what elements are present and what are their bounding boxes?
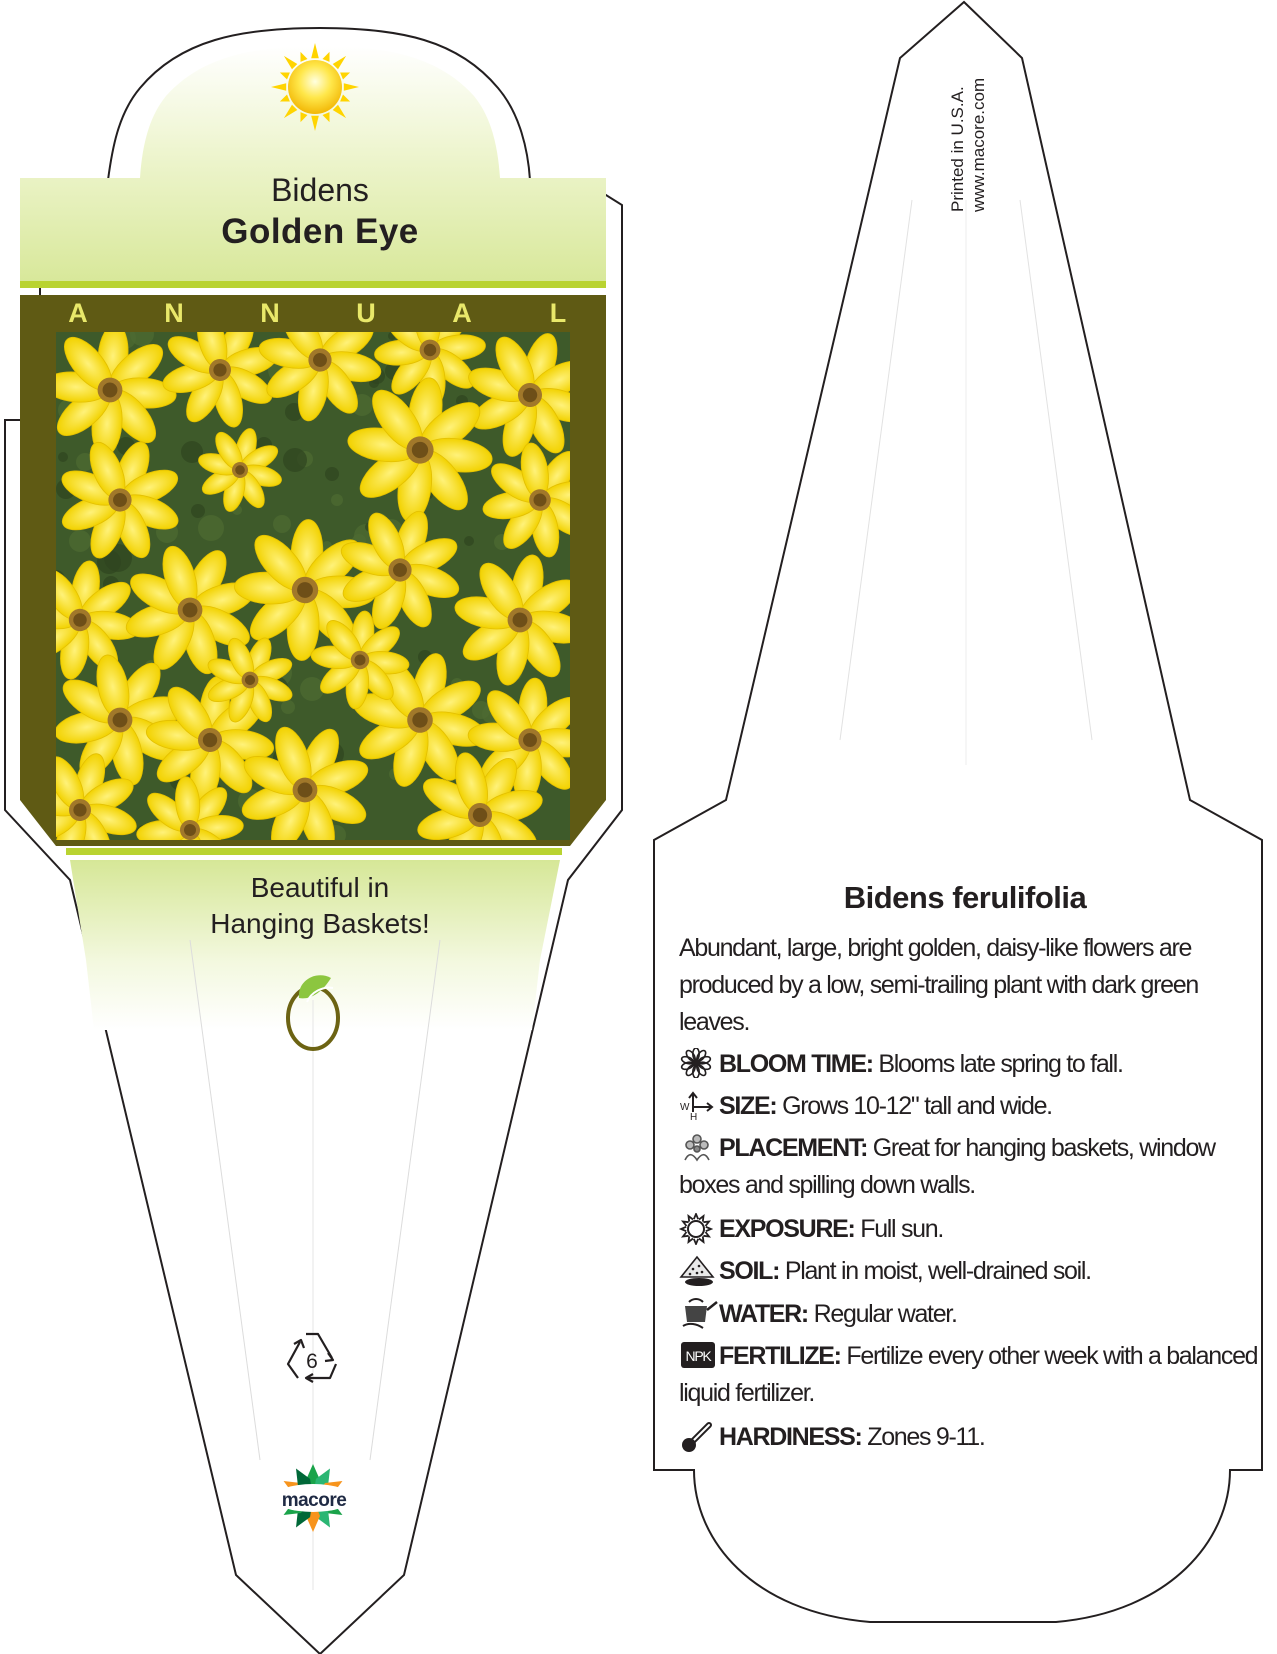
attr-value: Plant in moist, well-drained soil. <box>784 1257 1091 1285</box>
category-letter: A <box>452 298 472 328</box>
attr-label: PLACEMENT: <box>719 1134 868 1162</box>
attr-label: EXPOSURE: <box>719 1215 855 1243</box>
npk-label: NPK <box>685 1348 711 1364</box>
accent-line-bottom <box>66 848 562 855</box>
flowerbed-icon <box>679 1132 719 1162</box>
category-letter: U <box>356 298 376 328</box>
watering-can-icon <box>679 1298 719 1328</box>
attr-value: Full sun. <box>860 1215 944 1243</box>
attr-label: SIZE: <box>719 1092 777 1120</box>
tagline-line2: Hanging Baskets! <box>210 908 430 939</box>
flower-photo <box>6 272 621 906</box>
printer-website: www.macore.com <box>969 77 988 212</box>
sun-outline-icon <box>679 1213 719 1243</box>
svg-text:H: H <box>690 1112 696 1120</box>
printer-info <box>947 78 989 212</box>
accent-line-top <box>20 281 606 288</box>
attr-size <box>679 1088 1259 1125</box>
svg-text:W: W <box>680 1102 689 1113</box>
flower-icon <box>679 1048 719 1078</box>
attr-value: Fertilize every other week with a balanced liquid fertilizer. <box>679 1342 1258 1407</box>
common-name-line2: Golden Eye <box>221 212 419 251</box>
attr-label: SOIL: <box>719 1257 780 1285</box>
sun-icon <box>271 43 359 131</box>
category-letter: N <box>260 298 280 328</box>
botanical-name: Bidens ferulifolia <box>843 880 1087 915</box>
attr-value: Regular water. <box>813 1300 957 1328</box>
attr-label: FERTILIZE: <box>719 1342 841 1370</box>
attr-value: Blooms late spring to fall. <box>878 1050 1123 1078</box>
plant-description: Abundant, large, bright golden, daisy-like flowers are produced by a low, semi-trailing plant with dark green leaves. <box>679 934 1198 1036</box>
size-arrows-icon <box>679 1090 719 1120</box>
npk-icon <box>679 1340 719 1370</box>
attr-bloom-time <box>679 1046 1259 1083</box>
brand-name: macore <box>281 1490 347 1511</box>
soil-icon <box>679 1255 719 1285</box>
category-label <box>58 298 578 329</box>
common-name-line1: Bidens <box>271 172 369 208</box>
tagline-line1: Beautiful in <box>250 872 390 903</box>
attr-hardiness <box>679 1419 1259 1456</box>
attr-label: HARDINESS: <box>719 1423 862 1451</box>
attr-water <box>679 1296 1259 1333</box>
thermometer-icon <box>679 1421 719 1451</box>
attr-value: Great for hanging baskets, window boxes and spilling down walls. <box>679 1134 1215 1199</box>
category-letter: N <box>164 298 184 328</box>
recycle-code: 6 <box>306 1350 318 1373</box>
attr-soil <box>679 1253 1259 1290</box>
attr-placement <box>679 1130 1259 1204</box>
attr-label: BLOOM TIME: <box>719 1050 873 1078</box>
attr-value: Grows 10-12" tall and wide. <box>782 1092 1052 1120</box>
printed-in: Printed in U.S.A. <box>948 86 967 212</box>
attr-value: Zones 9-11. <box>867 1423 985 1451</box>
attr-fertilize <box>679 1338 1259 1412</box>
tagline <box>0 870 640 942</box>
attr-exposure <box>679 1211 1259 1248</box>
category-letter: L <box>549 298 567 328</box>
category-letter: A <box>68 298 88 328</box>
attr-label: WATER: <box>719 1300 808 1328</box>
